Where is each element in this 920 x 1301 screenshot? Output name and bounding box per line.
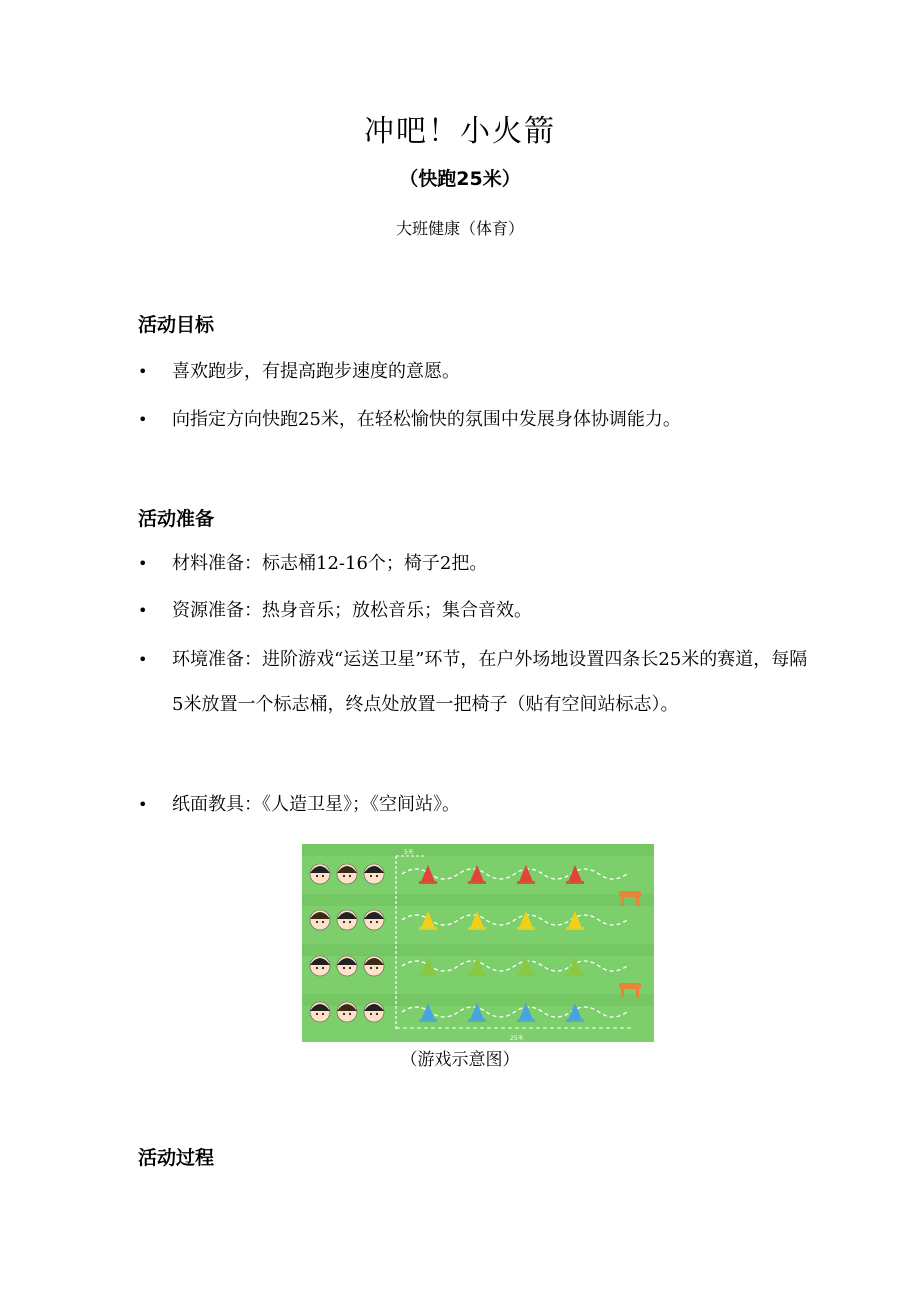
list-item [138,397,818,442]
child-eye-icon [322,1013,324,1015]
list-item-text: 向指定方向快跑25米，在轻松愉快的氛围中发展身体协调能力。 [172,409,681,430]
list-item-text: 纸面教具：《人造卫星》；《空间站》。 [172,794,460,815]
traffic-cone-base-icon [419,973,437,976]
section-heading-goals: 活动目标 [138,314,215,336]
child-eye-icon [370,875,372,877]
field-stripe [302,844,654,856]
list-item [138,637,818,727]
list-item-text: 材料准备：标志桶12-16个；椅子2把。 [172,553,488,574]
child-eye-icon [349,967,351,969]
figure-caption: （游戏示意图） [400,1050,520,1070]
child-eye-icon [376,967,378,969]
list-item [138,541,818,586]
child-eye-icon [316,967,318,969]
child-eye-icon [343,921,345,923]
list-item-text: 喜欢跑步，有提高跑步速度的意愿。 [172,361,460,382]
traffic-cone-base-icon [517,973,535,976]
bullet-icon: • [138,795,148,814]
chair-leg-icon [636,989,639,998]
bullet-icon: • [138,601,148,620]
traffic-cone-base-icon [566,973,584,976]
section-heading-preparation: 活动准备 [138,508,215,530]
child-eye-icon [349,921,351,923]
traffic-cone-base-icon [419,881,437,884]
document-subtitle: （快跑25米） [399,168,521,190]
child-eye-icon [316,875,318,877]
child-eye-icon [322,921,324,923]
traffic-cone-base-icon [419,927,437,930]
traffic-cone-base-icon [419,1019,437,1022]
traffic-cone-base-icon [517,927,535,930]
chair-icon [619,983,641,989]
document-title: 冲吧！小火箭 [364,114,556,149]
list-item [138,588,818,633]
list-item-text: 资源准备：热身音乐；放松音乐；集合音效。 [172,600,532,621]
child-eye-icon [322,875,324,877]
child-eye-icon [322,967,324,969]
child-eye-icon [343,875,345,877]
traffic-cone-base-icon [566,927,584,930]
traffic-cone-base-icon [566,881,584,884]
child-eye-icon [343,967,345,969]
field-stripe [302,894,654,906]
child-eye-icon [349,875,351,877]
child-eye-icon [370,1013,372,1015]
chair-leg-icon [636,897,639,906]
bullet-icon: • [138,554,148,573]
field-stripe [302,944,654,956]
child-eye-icon [316,921,318,923]
traffic-cone-base-icon [517,1019,535,1022]
document-category: 大班健康（体育） [395,219,524,238]
traffic-cone-base-icon [468,927,486,930]
label-segment-5m: 5米 [404,849,414,856]
list-item [138,349,818,394]
child-eye-icon [370,967,372,969]
child-eye-icon [316,1013,318,1015]
list-item-text: 环境准备：进阶游戏“运送卫星”环节，在户外场地设置四条长25米的赛道，每隔5米放置一个标志桶，终点处放置一把椅子（贴有空间站标志）。 [172,649,808,715]
traffic-cone-base-icon [517,881,535,884]
child-eye-icon [370,921,372,923]
chair-icon [619,891,641,897]
game-diagram [302,844,654,1042]
traffic-cone-base-icon [468,1019,486,1022]
bullet-icon: • [138,410,148,429]
traffic-cone-base-icon [468,973,486,976]
child-eye-icon [376,1013,378,1015]
child-eye-icon [376,875,378,877]
bullet-icon: • [138,362,148,381]
traffic-cone-base-icon [566,1019,584,1022]
list-item [138,782,818,827]
label-distance-25m: 25米 [510,1035,524,1042]
traffic-cone-base-icon [468,881,486,884]
section-heading-process: 活动过程 [138,1147,215,1169]
bullet-icon: • [138,650,148,669]
child-eye-icon [343,1013,345,1015]
child-eye-icon [376,921,378,923]
child-eye-icon [349,1013,351,1015]
chair-leg-icon [621,989,624,998]
chair-leg-icon [621,897,624,906]
field-stripe [302,994,654,1006]
game-diagram-svg [302,844,654,1042]
